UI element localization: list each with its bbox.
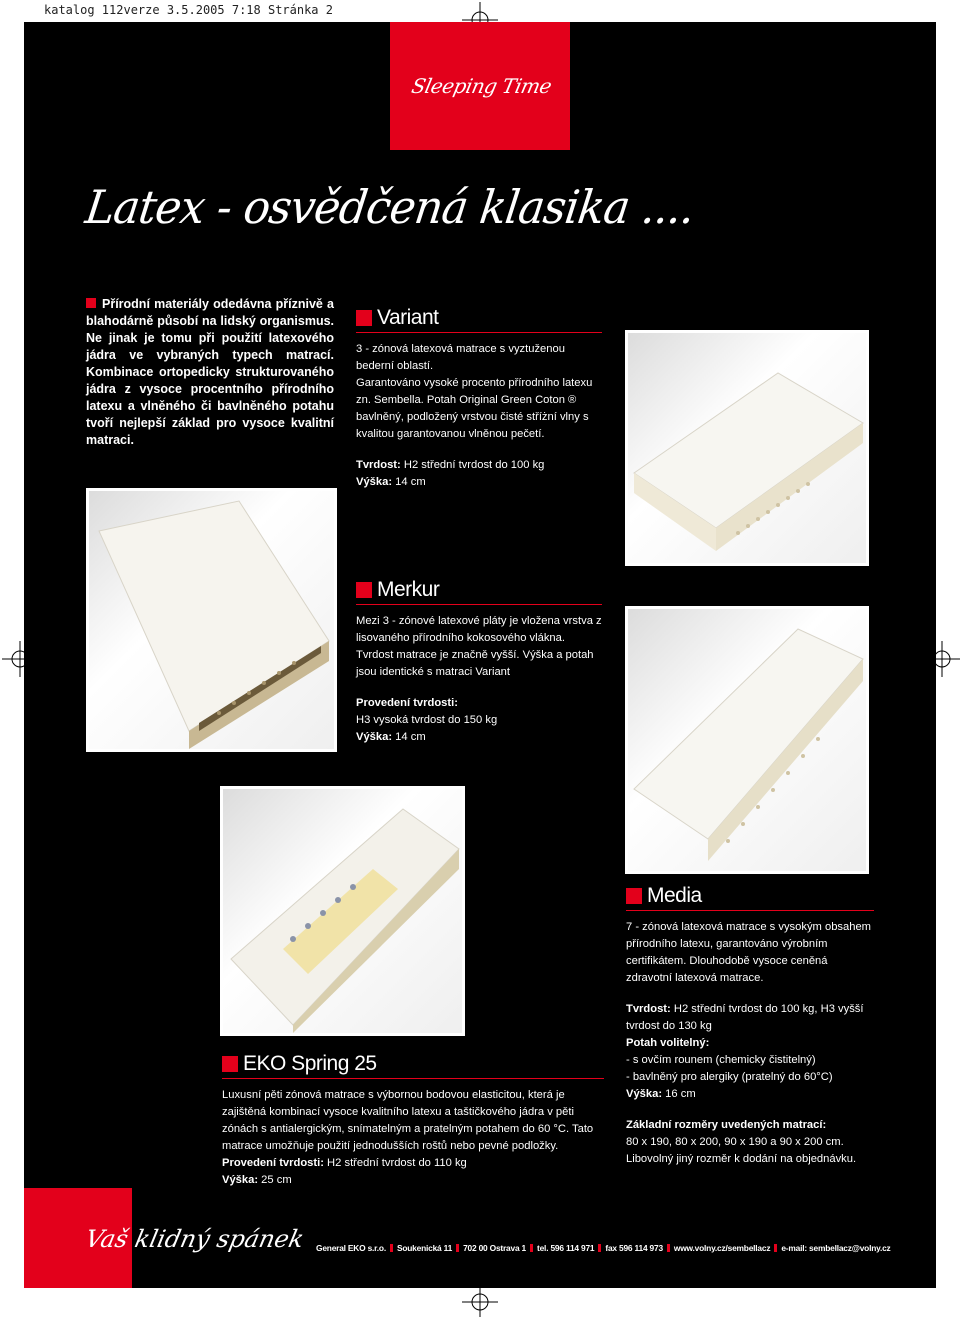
media-text-1: 7 - zónová latexová matrace s vysokým obsahem přírodního latexu, garantováno výrobním certifikátem. Dlouhodobě vysoce ceněná zdravotní latexová matrace. xyxy=(626,921,871,984)
media-hardness: Tvrdost: H2 střední tvrdost do 100 kg, H3 vyšší tvrdost do 130 kg xyxy=(626,1003,864,1032)
section-rule xyxy=(356,332,602,333)
section-rule xyxy=(626,910,874,911)
brand-logo: Sleeping Time xyxy=(409,74,554,98)
email-link[interactable]: e-mail: sembellacz@volny.cz xyxy=(781,1243,891,1253)
website-link[interactable]: www.volny.cz/sembellacz xyxy=(673,1243,771,1253)
footer-slogan: Vaš klidný spánek xyxy=(83,1225,307,1253)
sizes-label: Základní rozměry uvedených matrací: xyxy=(626,1119,827,1131)
media-height: Výška: 16 cm xyxy=(626,1088,696,1100)
section-title: Media xyxy=(626,884,874,908)
separator-icon xyxy=(667,1244,670,1252)
media-cover-label: Potah volitelný: xyxy=(626,1037,710,1049)
separator-icon xyxy=(530,1244,533,1252)
variant-text-2: Garantováno vysoké procento přírodního latexu zn. Sembella. Potah Original Green Coton ® bavlněný, podložený vrstvou čisté stříżní vlny s kvalitou garantovanou vlněnou pečetí. xyxy=(356,377,593,440)
separator-icon xyxy=(598,1244,601,1252)
street: Soukenická 11 xyxy=(396,1243,453,1253)
crop-mark-bottom xyxy=(462,1288,498,1317)
print-slug: katalog 112verze 3.5.2005 7:18 Stránka 2 xyxy=(44,3,333,17)
section-title: EKO Spring 25 xyxy=(222,1052,604,1076)
eko-height: Výška: 25 cm xyxy=(222,1174,292,1186)
separator-icon xyxy=(390,1244,393,1252)
city: 702 00 Ostrava 1 xyxy=(463,1243,527,1253)
section-rule xyxy=(222,1078,604,1079)
sizes-note: Libovolný jiný rozměr k dodání na objednávku. xyxy=(626,1153,857,1165)
section-variant xyxy=(356,306,602,491)
media-cover-1: - s ovčím rounem (chemicky čistitelný) xyxy=(626,1054,816,1066)
separator-icon xyxy=(456,1244,459,1252)
fax: fax 596 114 973 xyxy=(605,1243,663,1253)
merkur-hardness-label: Provedení tvrdosti: xyxy=(356,697,458,709)
intro-paragraph xyxy=(86,296,334,449)
merkur-text-2: Tvrdost matrace je značně vyšší. Výška a potah jsou identické s matraci Variant xyxy=(356,649,594,678)
section-title: Merkur xyxy=(356,578,602,602)
company-name: General EKO s.r.o. xyxy=(316,1243,386,1253)
variant-mattress-photo xyxy=(625,330,869,566)
eko-hardness: Provedení tvrdosti: H2 střední tvrdost do 110 kg xyxy=(222,1157,467,1169)
media-mattress-photo xyxy=(625,606,869,874)
section-title: Variant xyxy=(356,306,602,330)
eko-text-1: Luxusní pěti zónová matrace s výbornou bodovou elasticitou, která je zajištěná kombinací vysoce kvalitního latexu a taštičkového jádra v pěti zónách s antialergickým, snímatelným a pratelným potahem do 60 °C. Tato matrace umožňuje použití jednodušších roštů nebo pevné podložky. xyxy=(222,1089,594,1152)
section-eko-spring xyxy=(222,1052,604,1189)
merkur-mattress-photo xyxy=(86,488,337,752)
title-square-icon xyxy=(356,582,372,598)
merkur-hardness-value: H3 vysoká tvrdost do 150 kg xyxy=(356,714,498,726)
variant-hardness: Tvrdost: H2 střední tvrdost do 100 kg xyxy=(356,459,545,471)
bullet-square-icon xyxy=(86,298,96,308)
title-square-icon xyxy=(626,888,642,904)
footer-contact-line xyxy=(316,1243,891,1253)
title-square-icon xyxy=(356,310,372,326)
variant-height: Výška: 14 cm xyxy=(356,476,426,488)
catalog-page xyxy=(24,22,936,1288)
section-merkur xyxy=(356,578,602,746)
page-title: Latex - osvědčená klasika .... xyxy=(82,180,698,234)
sizes-value: 80 x 190, 80 x 200, 90 x 190 a 90 x 200 cm. xyxy=(626,1136,844,1148)
eko-spring-mattress-photo xyxy=(220,786,465,1036)
section-media xyxy=(626,884,874,1168)
merkur-text-1: Mezi 3 - zónové latexové pláty je vložena vrstva z lisovaného přírodního kokosového vlákna. xyxy=(356,615,602,644)
merkur-height: Výška: 14 cm xyxy=(356,731,426,743)
separator-icon xyxy=(774,1244,777,1252)
phone: tel. 596 114 971 xyxy=(537,1243,595,1253)
section-rule xyxy=(356,604,602,605)
title-square-icon xyxy=(222,1056,238,1072)
variant-text-1: 3 - zónová latexová matrace s vyztuženou bederní oblastí. xyxy=(356,343,565,372)
intro-text: Přírodní materiály odedávna příznivě a blahodárně působí na lidský organismus. Ne jinak je tomu při použití latexového jádra ve vybraných typech matrací. Kombinace ortopedicky strukturovaného jádra z vysoce procentního přírodního latexu a vlněného či bavlněného potahu tvoří nejlepší základ pro vysoce kvalitní matraci. xyxy=(86,297,334,447)
media-cover-2: - bavlněný pro alergiky (pratelný do 60°C) xyxy=(626,1071,833,1083)
